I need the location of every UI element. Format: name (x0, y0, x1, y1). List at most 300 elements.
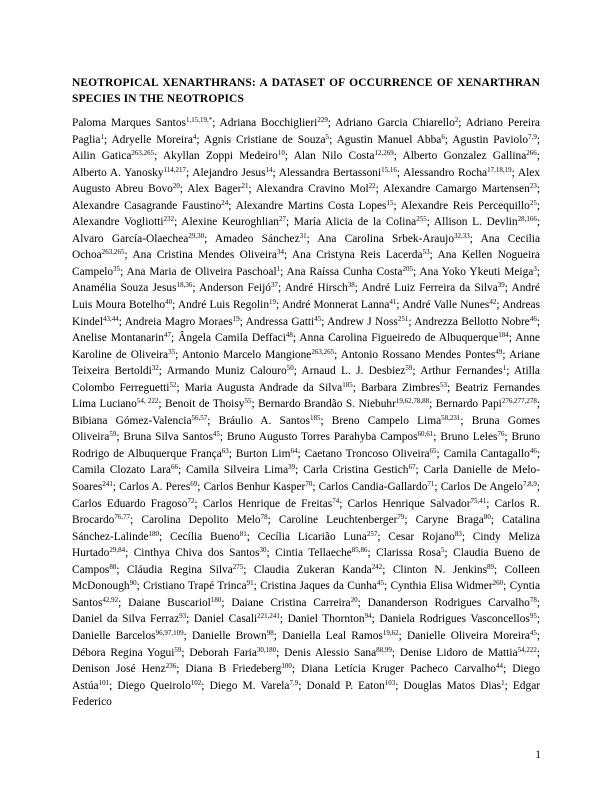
affiliation-superscript: 59 (109, 430, 117, 439)
author-entry (258, 398, 429, 410)
author-entry (258, 531, 378, 543)
author-name: Catalina Sánchez-Lalinde (72, 514, 541, 543)
author-name: Bibiana Gómez-Valencia (72, 414, 192, 427)
author-entry (284, 647, 392, 659)
author-name: Ana Maria de Oliveira Paschoal (126, 265, 277, 278)
author-entry (305, 448, 437, 460)
author-entry (210, 680, 299, 692)
author-entry (186, 464, 295, 476)
author-name: Arthur Fernandes (420, 365, 503, 378)
author-entry (72, 613, 186, 625)
author-name: Clinton N. Jenkins (392, 563, 488, 576)
author-name: Cecília Licarião Luna (257, 530, 367, 543)
affiliation-superscript: 260 (492, 579, 504, 588)
affiliation-superscript: 7,9 (289, 678, 299, 687)
author-name: Denis Alessio Sana (284, 646, 377, 659)
affiliation-superscript: 78 (529, 595, 537, 604)
author-entry (282, 299, 397, 311)
author-name: Alvaro García-Olaechea (72, 232, 189, 245)
author-name: Ana Cristyna Reis Lacerda (291, 249, 423, 262)
author-entry (178, 332, 293, 344)
author-entry (282, 630, 399, 642)
author-entry (72, 415, 207, 427)
author-name: Anamélia Souza Jesus (72, 282, 177, 295)
author-entry (287, 266, 413, 278)
author-name: André Monnerat Lanna (281, 299, 390, 312)
author-name: Alexandra Cravino Mol (255, 183, 369, 196)
affiliation-superscript: 25 (529, 198, 537, 207)
affiliation-superscript: 14 (265, 165, 273, 174)
affiliation-superscript: 4 (192, 132, 197, 141)
author-name: Ana Yoko Ykeuti Meiga (419, 265, 534, 278)
author-name: Ana Cristina Mendes Oliveira (132, 249, 277, 262)
author-entry (141, 514, 267, 526)
author-name: Claudia Zukeran Kanda (253, 563, 372, 576)
author-entry (72, 117, 212, 129)
affiliation-superscript: 67 (408, 463, 416, 472)
author-entry (302, 365, 413, 377)
author-name: Daniel Thornton (287, 613, 365, 626)
affiliation-superscript: 185 (309, 413, 321, 422)
author-name: Ana Raíssa Cunha Costa (286, 265, 403, 278)
author-entry (440, 431, 504, 443)
author-entry (72, 663, 176, 675)
author-name: Agustin Manuel Abba (336, 133, 442, 146)
author-name: Burton Lim (235, 447, 291, 460)
affiliation-superscript: 7,9 (528, 132, 537, 141)
author-entry (390, 580, 503, 592)
affiliation-superscript: 32 (151, 364, 159, 373)
affiliation-superscript: 59 (174, 645, 182, 654)
affiliation-superscript: 255 (416, 215, 427, 224)
author-entry (117, 680, 201, 692)
affiliation-superscript: 23 (529, 182, 537, 191)
author-name: Anderson Feijó (199, 282, 271, 295)
author-name: Carlos Henrique Salvador (347, 497, 471, 510)
author-entry (288, 613, 372, 625)
author-name: Bruno Rodrigo de Albuquerque França (72, 431, 541, 460)
author-name: Ana Carolina Srbek-Araujo (317, 232, 455, 245)
author-entry (279, 514, 405, 526)
affiliation-superscript: 91 (246, 579, 254, 588)
affiliation-superscript: 205 (402, 264, 413, 273)
author-name: Bernardo Papi (435, 398, 502, 411)
affiliation-superscript: 19 (232, 314, 240, 323)
affiliation-superscript: 19 (269, 298, 277, 307)
author-name: Alexandre Reis Percequillo (400, 199, 530, 212)
author-entry (125, 316, 240, 328)
author-entry (441, 481, 537, 493)
author-name: Cyntia Santos (72, 580, 541, 609)
author-name: Alexandre Vogliotti (72, 216, 164, 229)
author-name: Alexine Keuroghlian (181, 216, 279, 229)
author-name: Ariane Teixeira Bertoldi (72, 348, 540, 378)
author-name: Danielle Barcelos (72, 629, 156, 642)
author-name: Donald P. Eaton (306, 679, 385, 692)
author-name: Deborah Faria (189, 646, 257, 659)
author-name: Alessandra Bertassoni (278, 166, 382, 179)
author-entry (403, 167, 512, 179)
affiliation-superscript: 242 (371, 562, 383, 571)
author-entry (307, 680, 396, 692)
author-name: Adriano Pereira Paglia (72, 117, 540, 146)
author-entry (383, 183, 537, 195)
affiliation-superscript: 75,41 (470, 496, 487, 505)
author-name: Atilla Colombo Ferreguetti (72, 365, 540, 394)
page-number: 1 (535, 749, 541, 761)
author-name: Diego Astúa (72, 663, 541, 692)
author-name: Andressa Gatti (245, 315, 315, 328)
author-entry (414, 316, 537, 328)
author-name: André Hirsch (284, 282, 348, 295)
author-entry (143, 580, 253, 592)
affiliation-superscript: 1 (100, 132, 104, 141)
affiliation-superscript: 7,8,9 (522, 480, 537, 489)
affiliation-superscript: 40 (165, 298, 173, 307)
author-entry (215, 233, 307, 245)
affiliation-superscript: 32,33 (454, 231, 470, 240)
affiliation-superscript: 1 (276, 264, 281, 273)
author-entry (185, 663, 292, 675)
author-entry (279, 167, 397, 179)
author-name: Carlos A. Peres (119, 481, 191, 494)
affiliation-superscript: 47 (163, 331, 171, 340)
author-name: Daniella Leal Ramos (282, 629, 383, 642)
author-entry (199, 282, 278, 294)
affiliation-superscript: 39 (497, 281, 505, 290)
author-name: Akyllan Zoppi Medeiro (162, 150, 278, 163)
author-name: Benoit de Thoisy (165, 398, 245, 411)
author-name: Cynthia Elisa Widmer (390, 580, 493, 593)
affiliation-superscript: 98 (266, 628, 274, 637)
author-entry (285, 282, 355, 294)
author-entry (260, 580, 384, 592)
affiliation-superscript: 263,265 (131, 149, 155, 158)
author-entry (203, 498, 339, 510)
author-entry (299, 332, 508, 344)
affiliation-superscript: 17,18,19 (487, 165, 512, 174)
author-name: Carlos Henrique de Freitas (202, 497, 333, 510)
author-name: María Alicia de la Colina (293, 216, 417, 229)
affiliation-superscript: 38 (347, 281, 355, 290)
paper-title: NEOTROPICAL XENARTHRANS: A DATASET OF OCCURRENCE OF XENARTHRAN SPECIES IN THE NEOTROPICS (72, 77, 540, 105)
affiliation-superscript: 5 (325, 132, 330, 141)
author-name: Barbara Zimbres (360, 381, 441, 394)
affiliation-superscript: 34 (276, 248, 284, 257)
affiliation-superscript: 76,77 (114, 513, 131, 522)
author-name: Paloma Marques Santos (72, 117, 186, 129)
affiliation-superscript: 15 (386, 198, 394, 207)
author-entry (337, 134, 445, 146)
affiliation-superscript: 69 (190, 480, 198, 489)
author-entry (319, 481, 435, 493)
author-entry (72, 216, 174, 228)
author-name: Colleen McDonough (72, 563, 541, 593)
author-entry (189, 647, 276, 659)
affiliation-superscript: 21 (241, 182, 249, 191)
affiliation-superscript: 31 (299, 231, 307, 240)
author-name: Douglas Matos Dias (403, 679, 502, 692)
author-name: Caroline Leuchtenberger (278, 514, 398, 527)
author-name: Débora Regina Yogui (72, 646, 175, 659)
affiliation-superscript: 59 (405, 364, 413, 373)
affiliation-superscript: 276,277,278 (501, 397, 537, 406)
author-entry (170, 531, 247, 543)
author-entry (246, 316, 322, 328)
author-name: Antonio Marcelo Mangione (181, 348, 312, 361)
affiliation-superscript: 53 (440, 380, 448, 389)
affiliation-superscript: 48 (285, 331, 293, 340)
author-name: Cintia Tellaeche (275, 547, 352, 560)
affiliation-superscript: 44 (496, 662, 503, 671)
author-name: Daiane Buscariol (128, 596, 211, 609)
author-entry (452, 134, 537, 146)
author-name: Diego M. Varela (209, 679, 290, 692)
affiliation-superscript: 49 (495, 347, 503, 356)
affiliation-superscript: 251 (397, 314, 409, 323)
author-entry (187, 183, 248, 195)
author-name: Camila Silveira Lima (186, 464, 289, 477)
author-name: Claudia Bueno de Campos (72, 547, 540, 576)
author-entry (192, 167, 272, 179)
affiliation-superscript: 5 (441, 546, 445, 555)
affiliation-superscript: 60,61 (417, 430, 434, 439)
author-name: André Luis Moura Botelho (72, 282, 540, 312)
affiliation-superscript: 241 (102, 480, 113, 489)
affiliation-superscript: 29,84 (109, 546, 126, 555)
affiliation-superscript: 43,44 (103, 314, 119, 323)
author-entry (219, 415, 321, 427)
affiliation-superscript: 1 (501, 678, 505, 687)
author-name: Diana Letícia Kruger Pacheco Carvalho (301, 663, 496, 676)
author-name: Andreia Magro Moraes (124, 315, 233, 328)
author-name: Bruna Silva Santos (123, 431, 213, 444)
author-name: Bruno Leles (440, 431, 498, 444)
author-name: Ana Kellen Nogueira Campelo (72, 249, 540, 278)
affiliation-superscript: 50 (286, 364, 294, 373)
affiliation-superscript: 29,30 (188, 231, 205, 240)
affiliation-superscript: 55 (244, 397, 252, 406)
affiliation-superscript: 263,265 (101, 248, 125, 257)
author-name: Diego Queirolo (117, 679, 191, 692)
affiliation-superscript: 20 (172, 182, 180, 191)
author-name: Daniel da Silva Ferraz (72, 613, 180, 626)
affiliation-superscript: 19,62 (382, 628, 399, 637)
author-entry (335, 117, 458, 129)
author-name: Cindy Meliza Hurtado (72, 530, 541, 560)
author-name: Camila Clozato Lara (72, 464, 171, 477)
author-entry (220, 117, 328, 129)
author-name: Camila Cantagallo (443, 447, 530, 460)
affiliation-superscript: 45 (212, 430, 220, 439)
author-name: Ana Cecilia Ochoa (72, 232, 541, 262)
affiliation-superscript: 28,166 (517, 215, 537, 224)
author-name: André Luiz Ferreira da Silva (361, 282, 498, 295)
affiliation-superscript: 24 (221, 198, 229, 207)
author-name: Carlos Candia-Gallardo (318, 481, 428, 494)
affiliation-superscript: 80 (483, 513, 491, 522)
affiliation-superscript: 2 (454, 116, 459, 124)
affiliation-superscript: 27 (278, 215, 286, 224)
author-name: Maria Augusta Andrade da Silva (184, 381, 343, 394)
author-name: Cláudia Regina Silva (126, 563, 233, 576)
affiliation-superscript: 71 (427, 480, 435, 489)
affiliation-superscript: 89 (487, 562, 495, 571)
affiliation-superscript: 63 (221, 446, 229, 455)
author-entry (301, 663, 503, 675)
affiliation-superscript: 185 (342, 380, 353, 389)
affiliation-superscript: 263,265 (311, 347, 335, 356)
affiliation-superscript: 70 (305, 480, 313, 489)
affiliation-superscript: 39 (288, 463, 296, 472)
author-entry (111, 134, 196, 146)
author-entry (379, 613, 537, 625)
affiliation-superscript: 85,86 (351, 546, 368, 555)
author-entry (204, 134, 329, 146)
author-name: Ângela Camila Deffaci (178, 332, 286, 345)
author-name: Alessandro Rocha (403, 166, 488, 179)
author-entry (167, 365, 294, 377)
affiliation-superscript: 22 (368, 182, 376, 191)
affiliation-superscript: 180 (210, 595, 222, 604)
affiliation-superscript: 1,15,19,* (185, 116, 213, 124)
author-name: Beatriz Fernandes Lima Luciano (72, 381, 541, 411)
affiliation-superscript: 1 (502, 364, 507, 373)
affiliation-superscript: 103 (384, 678, 396, 687)
author-entry (254, 564, 382, 576)
author-name: Armando Muniz Calouro (166, 365, 287, 378)
affiliation-superscript: 76 (497, 430, 505, 439)
author-entry (416, 514, 491, 526)
author-entry (178, 299, 276, 311)
affiliation-superscript: 180 (148, 529, 160, 538)
affiliation-superscript: 20 (350, 595, 358, 604)
author-entry (72, 498, 194, 510)
affiliation-superscript: 54,222 (517, 645, 537, 654)
author-name: André Luis Regolin (177, 299, 270, 312)
author-name: Alex Augusto Abreu Bovo (72, 166, 540, 196)
author-entry (204, 481, 313, 493)
author-name: Allison L. Devlin (433, 216, 518, 229)
author-entry (388, 531, 462, 543)
author-entry (256, 183, 376, 195)
author-name: Cecília Bueno (169, 530, 240, 543)
affiliation-superscript: 184 (498, 331, 509, 340)
affiliation-superscript: 52 (169, 380, 177, 389)
affiliation-superscript: 94 (364, 612, 372, 621)
affiliation-superscript: 79 (397, 513, 405, 522)
author-entry (402, 299, 496, 311)
author-entry (72, 233, 204, 245)
author-entry (72, 332, 171, 344)
author-entry (134, 547, 267, 559)
affiliation-superscript: 96,97,109 (155, 628, 184, 637)
author-entry (72, 167, 186, 179)
affiliation-superscript: 78 (260, 513, 268, 522)
affiliation-superscript: 83 (454, 529, 462, 538)
author-name: Caetano Troncoso Oliveira (304, 447, 430, 460)
affiliation-superscript: 81 (239, 529, 247, 538)
affiliation-superscript: 6 (441, 132, 445, 141)
author-name: Alan Nilo Costa (293, 150, 375, 163)
author-entry (227, 431, 433, 443)
author-name: Anna Carolina Figueiredo de Albuquerque (299, 332, 499, 345)
author-name: Cristiano Trapé Trinca (143, 580, 247, 593)
affiliation-superscript: 232 (163, 215, 175, 224)
author-name: Cinthya Chiva dos Santos (133, 547, 260, 560)
affiliation-superscript: 10 (277, 149, 285, 158)
author-name: Bráulio A. Santos (218, 414, 310, 427)
author-entry (393, 564, 494, 576)
author-entry (376, 547, 444, 559)
affiliation-superscript: 18,36 (176, 281, 193, 290)
author-name: Agustin Paviolo (452, 133, 529, 146)
affiliation-superscript: 53 (422, 248, 430, 257)
affiliation-superscript: 30,180 (256, 645, 277, 654)
affiliation-superscript: 45 (529, 628, 537, 637)
affiliation-superscript: 257 (366, 529, 378, 538)
author-entry (165, 398, 251, 410)
affiliation-superscript: 64 (290, 446, 298, 455)
author-entry (444, 448, 537, 460)
affiliation-superscript: 30 (259, 546, 267, 555)
author-name: Alex Bager (187, 183, 242, 196)
author-entry (236, 200, 394, 212)
author-list: Paloma Marques Santos$^{1,15,19,*}$; Adriana Bocchiglieri$^{229}$; Adriano Garcia Chiarello$^2$; Adriano Pereira Paglia$^1$; Adryelle Moreira$^4$; Agnis Cristiane de Souza$^5$; Agustin Manuel Abba$^6$; Agustin Paviolo$^{7,9}$; Ailin Gatica$^{263,265}$; Akyllan Zoppi Medeiro$^{10}$; Alan Nilo Costa$^{12,269}$; Alberto Gonzalez Gallina$^{266}$; Alberto A. Yanosky$^{114,217}$; Alejandro Jesus$^{14}$; Alessandra Bertassoni$^{15,16}$; Alessandro Rocha$^{17,18,19}$; Alex Augusto Abreu Bovo$^{20}$; Alex Bager$^{21}$; Alexandra Cravino Mol$^{22}$; Alexandre Camargo Martensen$^{23}$; Alexandre Casagrande Faustino$^{24}$; Alexandre Martins Costa Lopes$^{15}$; Alexandre Reis Percequillo$^{25}$; Alexandre Vogliotti$^{232}$; Alexine Keuroghlian$^{27}$; María Alicia de la Colina$^{255}$; Allison L. Devlin$^{28,166}$; Alvaro García-Olaechea$^{29,30}$; Amadeo Sánchez$^{31}$; Ana Carolina Srbek-Araujo$^{32,33}$; Ana Cecilia Ochoa$^{263,265}$; Ana Cristina Mendes Oliveira$^{34}$; Ana Cristyna Reis Lacerda$^{53}$; Ana Kellen Nogueira Campelo$^{35}$; Ana Maria de Oliveira Paschoal$^1$; Ana Raíssa Cunha Costa$^{205}$; Ana Yoko Ykeuti Meiga$^3$; Anamélia Souza Jesus$^{18,36}$; Anderson Feijó$^{37}$; André Hirsch$^{38}$; André Luiz Ferreira da Silva$^{39}$; André Luis Moura Botelho$^{40}$; André Luis Regolin$^{19}$; André Monnerat Lanna$^{41}$; André Valle Nunes$^{42}$; Andreas Kindel$^{43,44}$; Andreia Magro Moraes$^{19}$; Andressa Gatti$^{45}$; Andrew J Noss$^{251}$; Andrezza Bellotto Nobre$^{46}$; Anelise Montanarin$^{47}$; Ângela Camila Deffaci$^{48}$; Anna Carolina Figueiredo de Albuquerque$^{184}$; Anne Karoline de Oliveira$^{35}$; Antonio Marcelo Mangione$^{263,265}$; Antonio Rossano Mendes Pontes$^{49}$; Ariane Teixeira Bertoldi$^{32}$; Armando Muniz Calouro$^{50}$; Arnaud L. J. Desbiez$^{59}$; Arthur Fernandes$^1$; Atilla Colombo Ferreguetti$^{52}$; Maria Augusta Andrade da Silva$^{185}$; Barbara Zimbres$^{53}$; Beatriz Fernandes Lima Luciano$^{54, 222}$; Benoit de Thoisy$^{55}$; Bernardo Brandão S. Niebuhr$^{19,62,78,88}$; Bernardo Papi$^{276,277,278}$; Bibiana Gómez-Valencia$^{56,57}$; Bráulio A. Santos$^{185}$; Breno Campelo Lima$^{58,231}$; Bruna Gomes Oliveira$^{59}$; Bruna Silva Santos$^{45}$; Bruno Augusto Torres Parahyba Campos$^{60,61}$; Bruno Leles$^{76}$; Bruno Rodrigo de Albuquerque França$^{63}$; Burton Lim$^{64}$; Caetano Troncoso Oliveira$^{65}$; Camila Cantagallo$^{46}$; Camila Clozato Lara$^{66}$; Camila Silveira Lima$^{39}$; Carla Cristina Gestich$^{67}$; Carla Danielle de Melo-Soares$^{241}$; Carlos A. Peres$^{69}$; Carlos Benhur Kasper$^{70}$; Carlos Candia-Gallardo$^{71}$; Carlos De Angelo$^{7,8,9}$; Carlos Eduardo Fragoso$^{72}$; Carlos Henrique de Freitas$^{74}$; Carlos Henrique Salvador$^{75,41}$; Carlos R. Brocardo$^{76,77}$; Carolina Depolito Melo$^{78}$; Caroline Leuchtenberger$^{79}$; Caryne Braga$^{80}$; Catalina Sánchez-Lalinde$^{180}$; Cecília Bueno$^{81}$; Cecília Licarião Luna$^{257}$; Cesar Rojano$^{83}$; Cindy Meliza Hurtado$^{29,84}$; Cinthya Chiva dos Santos$^{30}$; Cintia Tellaeche$^{85,86}$; Clarissa Rosa$^5$; Claudia Bueno de Campos$^{88}$; Cláudia Regina Silva$^{275}$; Claudia Zukeran Kanda$^{242}$; Clinton N. Jenkins$^{89}$; Colleen McDonough$^{90}$; Cristiano Trapé Trinca$^{91}$; Cristina Jaques da Cunha$^{45}$; Cynthia Elisa Widmer$^{260}$; Cyntia Santos$^{42,92}$; Daiane Buscariol$^{180}$; Daiane Cristina Carreira$^{20}$; Dananderson Rodrigues Carvalho$^{78}$; Daniel da Silva Ferraz$^{93}$; Daniel Casali$^{221,241}$; Daniel Thornton$^{94}$; Daniela Rodrigues Vasconcellos$^{95}$; Danielle Barcelos$^{96,97,109}$; Danielle Brown$^{98}$; Daniella Leal Ramos$^{19,62}$; Danielle Oliveira Moreira$^{45}$; Débora Regina Yogui$^{59}$; Deborah Faria$^{30,180}$; Denis Alessio Sana$^{88,99}$; Denise Lidoro de Mattia$^{54,222}$; Denison José Henz$^{236}$; Diana B Friedeberg$^{100}$; Diana Letícia Kruger Pacheco Carvalho$^{44}$; Diego Astúa$^{101}$; Diego Queirolo$^{102}$; Diego M. Varela$^{7,9}$; Donald P. Eaton$^{103}$; Douglas Matos Dias$^1$; Edgar Federico (72, 116, 541, 709)
affiliation-superscript: 12,269 (374, 149, 394, 158)
author-entry (72, 630, 184, 642)
author-name: Danielle Oliveira Moreira (406, 629, 530, 642)
author-name: Alberto A. Yanosky (72, 166, 164, 179)
affiliation-superscript: 56,57 (191, 413, 208, 422)
author-entry (294, 150, 394, 162)
author-name: Antonio Rossano Mendes Pontes (340, 348, 496, 361)
affiliation-superscript: 236 (165, 662, 177, 671)
affiliation-superscript: 45 (376, 579, 384, 588)
author-name: Cristina Jaques da Cunha (260, 580, 377, 593)
author-name: Ailin Gatica (72, 150, 132, 163)
affiliation-superscript: 93 (179, 612, 187, 621)
affiliation-superscript: 266 (526, 149, 537, 158)
author-entry (420, 365, 506, 377)
author-entry (72, 282, 192, 294)
author-entry (292, 249, 430, 261)
author-entry (419, 266, 536, 278)
author-name: Bruno Augusto Torres Parahyba Campos (226, 431, 418, 444)
author-name: Anne Karoline de Oliveira (72, 332, 540, 361)
author-name: Dananderson Rodrigues Carvalho (367, 596, 530, 609)
author-name: Carla Danielle de Melo-Soares (72, 464, 540, 494)
author-entry (119, 481, 197, 493)
author-name: Caryne Braga (415, 514, 484, 527)
author-name: Alberto Gonzalez Gallina (402, 150, 527, 163)
author-name: André Valle Nunes (402, 299, 490, 312)
author-entry (72, 464, 178, 476)
affiliation-superscript: 88,99 (376, 645, 392, 654)
author-name: Anelise Montanarin (72, 332, 164, 345)
affiliation-superscript: 58,231 (441, 413, 461, 422)
author-name: Danielle Brown (191, 629, 267, 642)
author-entry (275, 547, 367, 559)
author-name: Alejandro Jesus (192, 166, 266, 179)
author-entry (294, 216, 427, 228)
author-entry (361, 282, 504, 294)
affiliation-superscript: 275 (232, 562, 244, 571)
author-name: Adryelle Moreira (111, 133, 193, 146)
author-name: Denison José Henz (72, 663, 166, 676)
author-entry (303, 464, 415, 476)
author-name: Andrezza Bellotto Nobre (414, 315, 530, 328)
